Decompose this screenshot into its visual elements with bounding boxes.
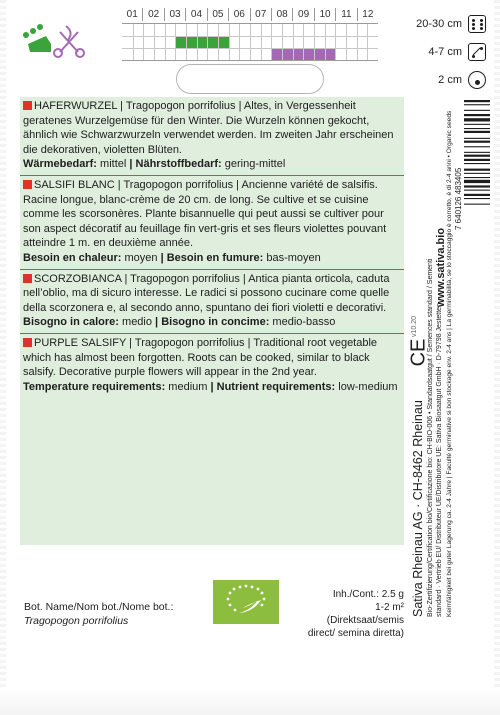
calendar-cell	[239, 24, 250, 36]
barcode-bar	[464, 159, 490, 161]
calendar-cell	[346, 48, 357, 60]
eu-leaf-icon	[213, 580, 279, 624]
row-distance	[390, 10, 486, 38]
requirements-line	[23, 157, 401, 172]
requirements-line	[23, 315, 401, 330]
calendar-cell	[367, 24, 378, 36]
barcode-bar	[464, 198, 490, 199]
language-section	[20, 270, 404, 334]
spacing-info	[390, 10, 486, 94]
nutrient-value: bas-moyen	[263, 251, 321, 264]
calendar-cell	[250, 36, 261, 48]
barcode-bar	[464, 141, 490, 143]
description-text: HAFERWURZEL | Tragopogon porrifolius | Altes, in Vergessenheit geratenes Wurzelgemüse für den Winter. Die Wurzeln können gekocht, ähnlich wie Schwarzwurzeln verwendet werden. Im zweiten Jahr erscheinen die dekorativen, violetten Blüten.	[23, 100, 394, 156]
barcode-bar	[464, 190, 490, 191]
barcode-bar	[464, 173, 490, 174]
sowing-period-cell	[218, 36, 229, 48]
calendar-cell	[143, 24, 154, 36]
flowering-period-cell	[325, 48, 336, 60]
calendar-cell	[122, 48, 133, 60]
barcode-bar	[464, 146, 490, 147]
requirements-line	[23, 380, 401, 395]
section-description	[23, 178, 401, 251]
nutrient-label: Nährstoffbedarf:	[135, 158, 222, 171]
barcode-bar	[464, 204, 490, 205]
nutrient-value: low-medium	[335, 380, 398, 393]
calendar-cell	[325, 36, 336, 48]
barcode-bar	[464, 163, 490, 164]
separator: |	[129, 158, 136, 171]
sowing-depth-text: 2 cm	[438, 74, 462, 86]
calendar-cell	[165, 48, 176, 60]
label-oval	[176, 64, 324, 94]
nutrient-label: Besoin en fumure:	[166, 251, 264, 264]
row-distance-icon	[468, 15, 486, 33]
red-square-icon	[23, 180, 32, 189]
sowing-depth-icon	[468, 71, 486, 89]
calendar-cell	[165, 24, 176, 36]
heat-value: medio	[118, 316, 156, 329]
calendar-cell	[282, 24, 293, 36]
calendar-cell	[207, 48, 218, 60]
separator: |	[210, 380, 217, 393]
calendar-cell	[175, 48, 186, 60]
description-text: SALSIFI BLANC | Tragopogon porrifolius | Ancienne variété de salsifis. Racine longue, blanc-crème de 20 cm. de long. Se cultive et se cuisine comme les scorsonères. Plante bisannuelle qui peut aussi se cultiver pour son aspect décoratif au feuillage fin vert-gris et ses fleurs violettes pouvant atteindre 1 m. en deuxième année.	[23, 178, 387, 250]
month-label: 02	[142, 8, 163, 21]
sowing-period-cell	[186, 36, 197, 48]
sowing-calendar	[122, 8, 378, 61]
nutrient-label: Nutrient requirements:	[216, 380, 336, 393]
language-section	[20, 334, 404, 397]
month-label: 06	[228, 8, 249, 21]
barcode-bar	[464, 185, 490, 187]
barcode-bar	[464, 110, 490, 111]
botanical-name-label: Bot. Name/Nom bot./Nome bot.:	[24, 601, 174, 613]
sowing-depth	[390, 66, 486, 94]
month-label: 07	[250, 8, 271, 21]
heat-label: Bisogno in calore:	[23, 316, 119, 329]
calendar-cell	[314, 36, 325, 48]
flowering-period-cell	[282, 48, 293, 60]
calendar-cell	[133, 36, 144, 48]
content-info	[300, 588, 404, 640]
calendar-cell	[122, 36, 133, 48]
red-square-icon	[23, 274, 32, 283]
calendar-cell	[207, 24, 218, 36]
calendar-cell	[335, 48, 346, 60]
calendar-cell	[239, 36, 250, 48]
calendar-cell	[250, 48, 261, 60]
flowering-period-cell	[303, 48, 314, 60]
version: v10.20	[411, 315, 418, 337]
section-description	[23, 99, 401, 157]
calendar-cell	[357, 36, 368, 48]
eu-organic-logo	[213, 580, 279, 624]
botanical-name-block	[24, 600, 173, 628]
month-label: 10	[314, 8, 335, 21]
heat-label: Besoin en chaleur:	[23, 251, 122, 264]
ce-mark: CE	[407, 338, 430, 367]
calendar-cell	[154, 24, 165, 36]
heat-value: medium	[165, 380, 211, 393]
calendar-cell	[271, 36, 282, 48]
description-panel	[20, 97, 404, 545]
heat-label: Temperature requirements:	[23, 380, 166, 393]
nutrient-label: Bisogno in concime:	[161, 316, 270, 329]
calendar-cell	[154, 48, 165, 60]
calendar-cell	[122, 24, 133, 36]
calendar-cell	[303, 36, 314, 48]
calendar-cell	[143, 48, 154, 60]
calendar-cell	[367, 36, 378, 48]
calendar-cell	[165, 36, 176, 48]
month-label: 09	[292, 8, 313, 21]
calendar-cell	[346, 36, 357, 48]
flowering-period-cell	[293, 48, 304, 60]
nutrient-value: gering-mittel	[221, 158, 286, 171]
calendar-cell	[218, 24, 229, 36]
sowing-period-cell	[175, 36, 186, 48]
calendar-cell	[250, 24, 261, 36]
calendar-cell	[229, 24, 240, 36]
calendar-cell	[271, 24, 282, 36]
calendar-cell	[293, 24, 304, 36]
calendar-cell	[218, 48, 229, 60]
plant-distance	[390, 38, 486, 66]
separator: |	[160, 251, 167, 264]
calendar-cell	[335, 36, 346, 48]
cert-line: Bio-Zertifizierung/Certification bio/Certificazione bio: CH-BIO-006 • Standardsaatgut / Semences standard / Sementi	[427, 258, 434, 617]
cultivation-icons	[18, 22, 88, 62]
month-label: 04	[185, 8, 206, 21]
month-label: 08	[271, 8, 292, 21]
calendar-cell	[239, 48, 250, 60]
barcode-bar	[464, 138, 490, 139]
barcode	[454, 98, 492, 230]
barcode-bar	[464, 177, 490, 178]
sowing-period-cell	[197, 36, 208, 48]
barcode-bar	[464, 155, 490, 157]
calendar-cell	[186, 24, 197, 36]
section-description	[23, 336, 401, 380]
calendar-cell	[133, 24, 144, 36]
red-square-icon	[23, 338, 32, 347]
calendar-cell	[229, 48, 240, 60]
flowering-period-cell	[271, 48, 282, 60]
description-text: PURPLE SALSIFY | Tragopogon porrifolius | Traditional root vegetable which has almost been forgotten. Roots can be cooked, similar to black salsify. Decorative purple flowers will appear in the 2nd year.	[23, 336, 378, 379]
barcode-bar	[464, 114, 490, 116]
bottom-edge	[0, 690, 500, 715]
calendar-cell	[357, 48, 368, 60]
company-line: Sativa Rheinau AG · CH-8462 Rheinau	[411, 400, 425, 617]
barcode-bar	[464, 180, 490, 183]
barcode-digits: 7 640126 483405	[454, 167, 463, 230]
month-label: 03	[164, 8, 185, 21]
calendar-cell	[303, 24, 314, 36]
month-label: 12	[357, 8, 378, 21]
calendar-cell	[175, 24, 186, 36]
calendar-cell	[346, 24, 357, 36]
germination-line: Keimfähigkeit bei guter Lagerung ca. 2-4 Jahre | Faculté germinative si bon stockage env. 2-4 ans | La germinabilità, se lo stoccaggio è corretto, è di 2-4 anni • Organic seeds	[446, 110, 453, 617]
watering-can-icon	[18, 22, 88, 62]
website: www.sativa.bio	[435, 227, 447, 307]
calendar-cell	[229, 36, 240, 48]
calendar-cell	[261, 24, 272, 36]
nutrient-value: medio-basso	[269, 316, 336, 329]
red-square-icon	[23, 101, 32, 110]
calendar-cell	[314, 24, 325, 36]
language-section	[20, 97, 404, 176]
month-label: 11	[335, 8, 356, 21]
calendar-cell	[197, 48, 208, 60]
barcode-bar	[464, 194, 490, 196]
calendar-cell	[293, 36, 304, 48]
calendar-cell	[261, 36, 272, 48]
section-description	[23, 272, 401, 316]
requirements-line	[23, 251, 401, 266]
barcode-bar	[464, 124, 490, 125]
separator: |	[155, 316, 162, 329]
distributor-line: standard · Vertrieb EU/ Distributeur UE/Distributore UE: Sativa Biosaatgut GmbH · D-79798 Jestetten	[436, 303, 443, 617]
calendar-cell	[335, 24, 346, 36]
row-distance-text: 20-30 cm	[416, 18, 462, 30]
month-label: 05	[207, 8, 228, 21]
barcode-bar	[464, 152, 490, 153]
month-label: 01	[126, 9, 138, 20]
calendar-cell	[261, 48, 272, 60]
calendar-cell	[197, 24, 208, 36]
calendar-cell	[325, 24, 336, 36]
right-paper-edge	[494, 0, 500, 715]
botanical-name: Tragopogon porrifolius	[24, 615, 129, 627]
calendar-cell	[357, 24, 368, 36]
calendar-cell	[282, 36, 293, 48]
barcode-bar	[464, 100, 490, 102]
calendar-cell	[143, 36, 154, 48]
heat-label: Wärmebedarf:	[23, 158, 97, 171]
calendar-cell	[154, 36, 165, 48]
heat-value: mittel	[96, 158, 130, 171]
calendar-cell	[133, 48, 144, 60]
language-section	[20, 176, 404, 270]
barcode-bar	[464, 131, 490, 133]
flowering-period-cell	[314, 48, 325, 60]
calendar-cell	[186, 48, 197, 60]
description-text: SCORZOBIANCA | Tragopogon porrifolius | Antica pianta orticola, caduta nell’oblio, ma di sicuro interesse. Le radici si possono cucinare come quelle della scorzonera e, al secondo anno, spuntano dei fiori violetti e decorativi.	[23, 272, 390, 314]
calendar-cell	[367, 48, 378, 60]
left-paper-edge	[0, 0, 6, 715]
barcode-bar	[464, 169, 490, 171]
heat-value: moyen	[121, 251, 161, 264]
barcode-bar	[464, 128, 490, 129]
content-amount: Inh./Cont.: 2.5 g	[332, 589, 404, 600]
barcode-bar	[464, 104, 490, 105]
barcode-bar	[464, 118, 490, 121]
sowing-period-cell	[207, 36, 218, 48]
sowing-area: 1-2 m² (Direktsaat/semis direct/ semina diretta)	[307, 602, 404, 639]
plant-distance-text: 4-7 cm	[428, 46, 462, 58]
plant-distance-icon	[468, 43, 486, 61]
